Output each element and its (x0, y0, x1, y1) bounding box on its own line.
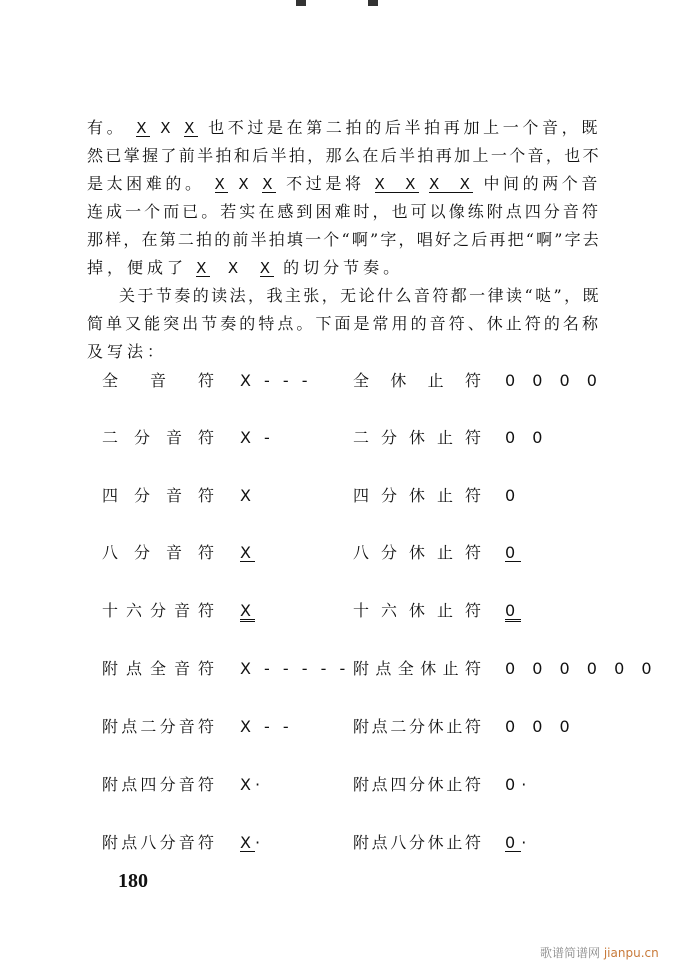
rhythm-notation: X (262, 175, 277, 193)
note-symbol (240, 599, 255, 623)
note-symbol-text: X (240, 486, 255, 505)
rest-name: 附点二分休止符 (353, 717, 481, 736)
rhythm-notation: X (184, 119, 199, 137)
text-segment: 掉，便成了 (87, 258, 197, 277)
rhythm-notation: X (196, 259, 211, 277)
note-name: 附点四分音符 (102, 775, 214, 794)
text-line (87, 310, 601, 338)
rest-symbol-text: 0 (505, 601, 522, 620)
note-symbol (240, 369, 312, 393)
text-segment: 然已掌握了前半拍和后半拍，那么在后半拍再加上一个音，也不 (87, 146, 601, 165)
rest-symbol (505, 426, 548, 450)
note-symbol (240, 773, 264, 797)
rhythm-notation: X (136, 119, 151, 137)
note-name: 八分音符 (102, 543, 214, 562)
rest-name: 附点全休止符 (353, 659, 481, 678)
note-row (0, 484, 690, 508)
note-symbol (240, 541, 255, 565)
rhythm-notation: X (238, 175, 253, 193)
note-row (0, 773, 690, 797)
watermark-cn: 歌谱简谱网 (540, 946, 601, 960)
text-line (87, 338, 601, 366)
note-symbol (240, 831, 264, 855)
text-segment: 不过是将 (286, 174, 365, 193)
rest-name: 附点四分休止符 (353, 775, 481, 794)
note-row (0, 426, 690, 450)
rest-symbol (505, 599, 521, 623)
rest-symbol (505, 484, 521, 508)
text-segment: 连成一个而已。若实在感到困难时，也可以像练附点四分音符 (87, 202, 601, 221)
note-row (0, 541, 690, 565)
rest-symbol (505, 369, 603, 393)
rest-symbol-text: 0 0 0 0 0 0 (505, 659, 658, 678)
header-scan-mark (296, 0, 306, 6)
text-segment: 那样，在第二拍的前半拍填一个“啊”字，唱好之后再把“啊”字去 (87, 230, 601, 249)
note-name: 全音符 (102, 371, 214, 390)
note-symbol (240, 715, 293, 739)
rest-symbol (505, 541, 521, 565)
note-row (0, 599, 690, 623)
text-line (87, 114, 601, 142)
note-name: 二分音符 (102, 428, 214, 447)
text-line (87, 226, 601, 254)
text-segment: 也不过是在第二拍的后半拍再加上一个音，既 (208, 118, 601, 137)
rhythm-notation: X (210, 259, 260, 277)
text-segment: 是太困难的。 (87, 174, 205, 193)
rest-name: 十六休止符 (353, 601, 481, 620)
rest-symbol-text: 0 (505, 833, 522, 852)
text-line (87, 282, 601, 310)
text-segment: 有。 (87, 118, 127, 137)
note-symbol-text: X (240, 775, 255, 794)
note-row (0, 831, 690, 855)
rest-symbol-text: 0 0 (505, 428, 549, 447)
rhythm-notation: X (160, 119, 175, 137)
rest-symbol (505, 831, 532, 855)
text-segment: 简单又能突出节奏的特点。下面是常用的音符、休止符的名称 (87, 314, 601, 333)
watermark (540, 944, 659, 961)
note-symbol-text: X - - - - - (240, 659, 350, 678)
note-symbol-text: X (240, 833, 255, 852)
note-name: 十六分音符 (102, 601, 214, 620)
rest-name: 四分休止符 (353, 486, 481, 505)
note-row (0, 369, 690, 393)
rest-symbol (505, 715, 576, 739)
rhythm-notation: X X (374, 175, 419, 193)
rhythm-notation: X X (428, 175, 474, 193)
note-symbol (240, 426, 274, 450)
note-symbol-text: X - - (240, 717, 293, 736)
rhythm-notation: X (214, 175, 229, 193)
note-name: 四分音符 (102, 486, 214, 505)
note-name: 附点全音符 (102, 659, 214, 678)
text-line (87, 254, 601, 282)
text-line (87, 142, 601, 170)
augmentation-dot: · (254, 775, 265, 794)
page-number: 180 (118, 870, 148, 892)
text-segment: 中间的两个音 (483, 174, 601, 193)
note-name: 附点八分音符 (102, 833, 214, 852)
note-symbol (240, 484, 255, 508)
note-symbol-text: X - (240, 428, 274, 447)
text-line (87, 170, 601, 198)
rest-name: 附点八分休止符 (353, 833, 481, 852)
header-scan-mark (368, 0, 378, 6)
rhythm-notation: X (259, 259, 275, 277)
note-row (0, 715, 690, 739)
note-symbol (240, 657, 349, 681)
text-segment: 关于节奏的读法，我主张，无论什么音符都一律读“哒”，既 (119, 286, 601, 305)
note-symbol-text: X (240, 601, 255, 620)
rest-symbol (505, 657, 658, 681)
text-line (87, 198, 601, 226)
body-paragraph (87, 114, 601, 366)
rest-name: 全休止符 (353, 371, 481, 390)
text-segment: 的切分节奏。 (274, 258, 404, 277)
rest-symbol-text: 0 (505, 775, 522, 794)
augmentation-dot: · (254, 833, 265, 852)
rest-name: 八分休止符 (353, 543, 481, 562)
note-name: 附点二分音符 (102, 717, 214, 736)
rest-symbol-text: 0 0 0 (505, 717, 576, 736)
rest-symbol-text: 0 (505, 486, 522, 505)
rest-symbol (505, 773, 532, 797)
augmentation-dot: · (521, 775, 533, 794)
rest-symbol-text: 0 (505, 543, 522, 562)
watermark-en: jianpu.cn (603, 946, 659, 960)
rest-symbol-text: 0 0 0 0 (505, 371, 603, 390)
note-row (0, 657, 690, 681)
note-symbol-text: X - - - (240, 371, 312, 390)
rest-name: 二分休止符 (353, 428, 481, 447)
augmentation-dot: · (521, 833, 533, 852)
note-symbol-text: X (240, 543, 255, 562)
text-segment: 及写法： (87, 342, 168, 361)
